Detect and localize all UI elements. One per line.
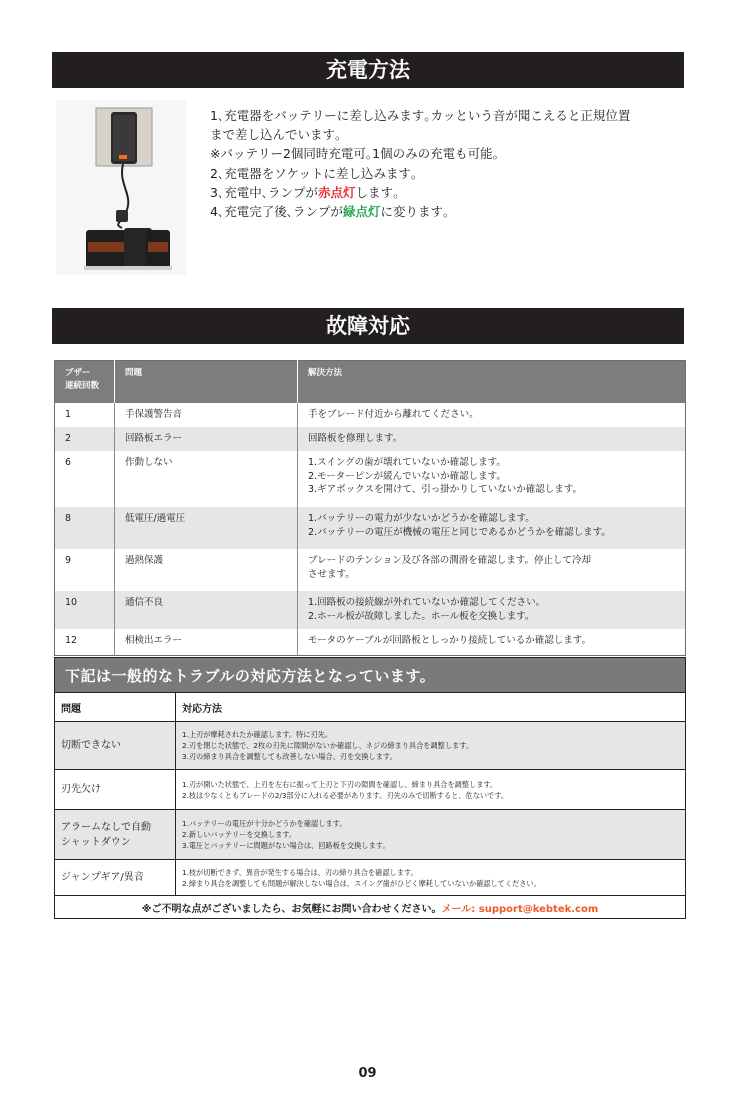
buzzer-count: 1 <box>55 403 115 427</box>
table-row <box>55 507 686 549</box>
charger-illustration <box>56 100 186 275</box>
problem-cell: アラームなしで自動 シャットダウン <box>55 810 176 860</box>
table-row <box>55 549 686 591</box>
solution-cell: 1.上刃が摩耗されたか確認します。特に刃先。 2.刃を閉じた状態で、2枚の刃先に隙間がないか確認し、ネジの締まり具合を調整します。 3.刃の締まり具合を調整しても改善しない場合、刃を交換します。 <box>176 722 686 770</box>
charging-instructions <box>210 106 690 221</box>
charging-section-title: 充電方法 <box>52 52 684 88</box>
charging-step-2: 2､充電器をソケットに差し込みます｡ <box>210 165 418 181</box>
contact-footer <box>55 896 686 919</box>
problem-cell: 作動しない <box>115 451 298 507</box>
page-number: 09 <box>358 1066 377 1081</box>
table-row <box>55 770 686 810</box>
header-buzzer-count: ブザー 連続回数 <box>55 361 115 404</box>
header-problem: 問題 <box>115 361 298 404</box>
header-problem: 問題 <box>55 693 176 722</box>
solution-cell: 1.スイングの歯が壊れていないか確認します。 2.モーターピンが緩んでいないか確認します。 3.ギアボックスを開けて、引っ掛かりしていないか確認します。 <box>308 457 583 495</box>
inquiry-text: ※ご不明な点がございましたら、お気軽にお問い合わせください。 <box>141 903 442 915</box>
problem-cell: 回路板エラー <box>115 427 298 451</box>
fault-table-header <box>55 361 686 404</box>
general-troubleshooting-table <box>54 657 686 919</box>
solution-cell: 手をブレード付近から離れてください。 <box>308 409 479 420</box>
problem-cell: 通信不良 <box>115 591 298 629</box>
solution-cell: 1.回路板の接続線が外れていないか確認してください。 2.ホール板が故障しました。ホール板を交換します。 <box>298 591 686 629</box>
problem-cell: 刃先欠け <box>55 770 176 810</box>
charging-step-1: 1､充電器をバッテリーに差し込みます｡カッという音が聞こえると正規位置 <box>210 108 631 123</box>
general-header-row <box>55 693 686 722</box>
charging-step-3 <box>210 183 690 202</box>
footer-row <box>55 896 686 919</box>
red-light-text: 赤点灯 <box>317 184 356 200</box>
problem-cell: 相検出エラー <box>115 629 298 655</box>
table-row <box>55 591 686 629</box>
table-row <box>55 722 686 770</box>
buzzer-count: 8 <box>55 507 115 549</box>
fault-section-title: 故障対応 <box>52 308 684 344</box>
solution-cell: 1.枝が切断できず、異音が発生する場合は、刃の締り具合を確認します。 2.締まり具合を調整しても問題が解決しない場合は、スイング歯がひどく摩耗していないか確認してください。 <box>176 860 686 896</box>
table-row <box>55 860 686 896</box>
solution-cell: 回路板を修理します。 <box>298 427 686 451</box>
header-solution: 対応方法 <box>176 693 686 722</box>
support-email-link[interactable]: メール: support@kebtek.com <box>441 903 599 915</box>
buzzer-count: 6 <box>55 451 115 507</box>
solution-cell: 1.バッテリーの電力が少ないかどうかを確認します。 2.バッテリーの電圧が機械の電圧と同じであるかどうかを確認します。 <box>298 507 686 549</box>
general-troubleshooting-title: 下記は一般的なトラブルの対応方法となっています。 <box>55 658 686 693</box>
charging-step-4-text: 4､充電完了後､ランプが <box>210 204 343 220</box>
buzzer-count: 2 <box>55 427 115 451</box>
buzzer-count: 9 <box>55 549 115 591</box>
charging-step-3-text: 3､充電中､ランプが <box>210 184 318 200</box>
solution-cell: 1.バッテリーの電圧が十分かどうかを確認します。 2.新しいバッテリーを交換します。 3.電圧とバッテリーに問題がない場合は、回路板を交換します。 <box>176 810 686 860</box>
charging-step-4 <box>210 202 690 221</box>
buzzer-count: 10 <box>55 591 115 629</box>
solution-cell: 1.刃が開いた状態で、上刃を左右に振って上刃と下刃の隙間を確認し、締まり具合を調整します。 2.枝は少なくともブレードの2/3部分に入れる必要があります。刃先のみで切断すると、危ないです。 <box>176 770 686 810</box>
charging-step-4-end: に変ります｡ <box>380 204 450 220</box>
charging-step-1-cont: まで差し込んでいます｡ <box>210 127 342 143</box>
fault-table <box>54 360 686 656</box>
problem-cell: 過熱保護 <box>115 549 298 591</box>
table-row <box>55 629 686 655</box>
header-solution: 解決方法 <box>298 361 686 404</box>
general-title-row <box>55 658 686 693</box>
table-row <box>55 427 686 451</box>
table-row <box>55 403 686 427</box>
table-row <box>55 451 686 507</box>
green-light-text: 緑点灯 <box>342 204 381 220</box>
problem-cell: 手保護警告音 <box>115 403 298 427</box>
charger-battery-photo <box>56 100 186 275</box>
solution-cell: モータのケーブルが回路板としっかり接続しているか確認します。 <box>308 635 592 646</box>
problem-cell: 低電圧/過電圧 <box>115 507 298 549</box>
problem-cell: 切断できない <box>55 722 176 770</box>
solution-cell: ブレードのテンション及び各部の潤滑を確認します。停止して冷却 させます。 <box>308 555 591 580</box>
problem-cell: ジャンプギア/異音 <box>55 860 176 896</box>
table-row <box>55 810 686 860</box>
charging-step-3-end: します｡ <box>355 184 400 200</box>
charging-note: ※バッテリー2個同時充電可｡1個のみの充電も可能｡ <box>210 146 499 162</box>
buzzer-count: 12 <box>55 629 115 655</box>
